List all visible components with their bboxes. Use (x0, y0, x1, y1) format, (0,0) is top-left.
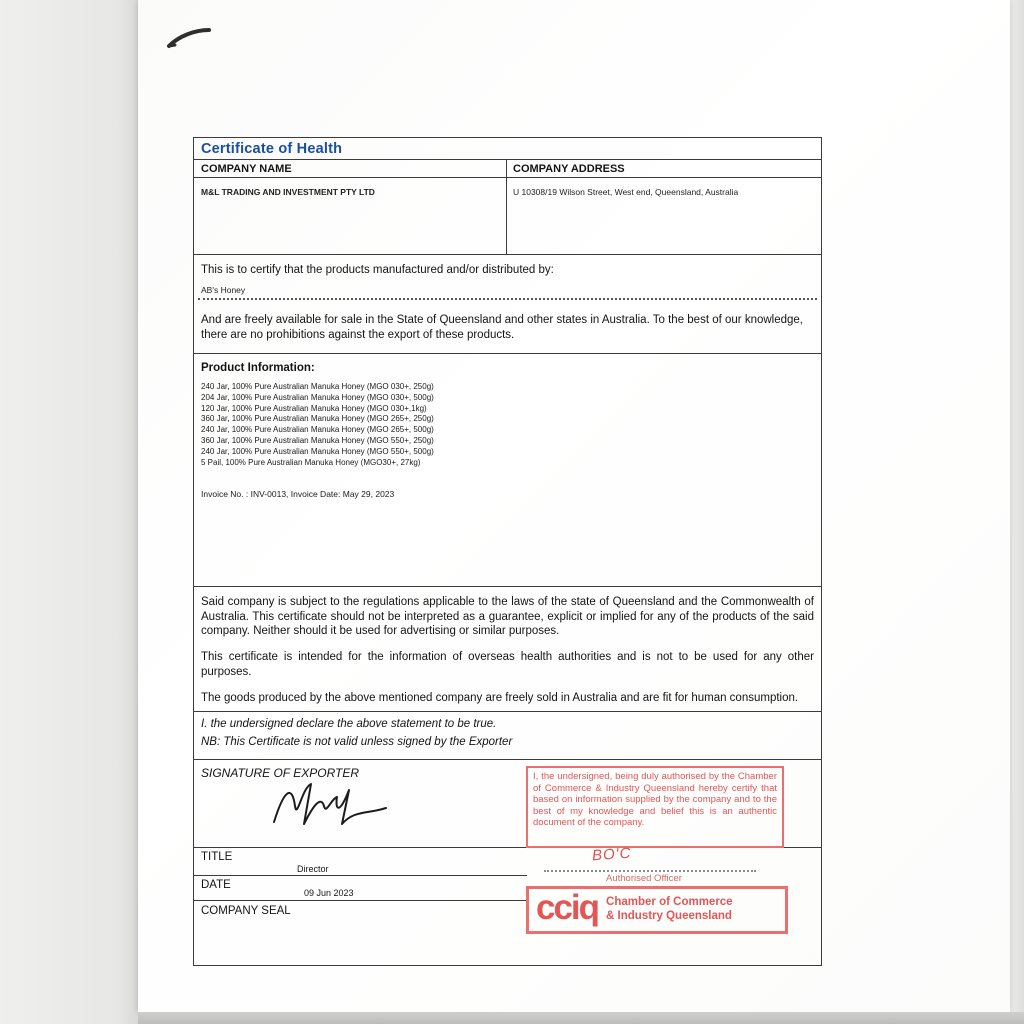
product-item: 5 Pail, 100% Pure Australian Manuka Honey (MGO30+, 27kg) (201, 457, 421, 467)
product-item: 204 Jar, 100% Pure Australian Manuka Honey (MGO 030+, 500g) (201, 392, 434, 402)
legal-row (194, 586, 821, 711)
title-row (194, 138, 821, 159)
legal-paragraph-1: Said company is subject to the regulations applicable to the laws of the state of Queensland and the Commonwealth of Australia. This certificate should not be interpreted as a guarantee, explicit or implied for any of the products of the said company. Neither should it be used for advertising or similar purposes. (201, 596, 814, 638)
legal-paragraph-2: This certificate is intended for the information of overseas health authorities and is not to be used for any other purposes. (201, 651, 814, 678)
product-item: 240 Jar, 100% Pure Australian Manuka Honey (MGO 030+, 250g) (201, 382, 434, 391)
header-underline (194, 177, 821, 178)
date-rule (194, 875, 527, 876)
company-address-value: U 10308/19 Wilson Street, West end, Queensland, Australia (513, 187, 739, 197)
certify-row (194, 254, 821, 353)
company-address-label: COMPANY ADDRESS (513, 163, 625, 175)
scan-bottom-edge (138, 1012, 1024, 1024)
fill-in-dotted-line (198, 298, 817, 300)
company-name-label: COMPANY NAME (201, 163, 292, 175)
cciq-caption-line-2: & Industry Queensland (606, 910, 732, 922)
invoice-line: Invoice No. : INV-0013, Invoice Date: May 29, 2023 (201, 489, 395, 499)
cciq-logo-text: cciq (536, 888, 599, 928)
cciq-caption-line-1: Chamber of Commerce (606, 896, 733, 909)
chamber-stamp: I, the undersigned, being duly authorised by the Chamber of Commerce & Industry Queensland hereby certify that based on information supplied by the company and to the best of my knowledge and belief this is an authentic document of the company. (526, 766, 784, 848)
cciq-seal (526, 886, 788, 934)
product-item: 240 Jar, 100% Pure Australian Manuka Honey (MGO 265+, 500g) (201, 425, 434, 435)
signature-block (194, 759, 821, 965)
company-row (194, 159, 821, 254)
authorised-officer-label: Authorised Officer (606, 873, 682, 884)
authorised-officer-signature: BO'C (591, 844, 632, 865)
title-label: TITLE (201, 851, 233, 863)
legal-paragraph-3: The goods produced by the above mentioned company are freely sold in Australia and are fit for human consumption. (201, 691, 799, 704)
availability-text: And are freely available for sale in the State of Queensland and other states in Australia. To the best of our knowledge, there are no prohibitions against the export of these products. (201, 314, 803, 342)
certificate (193, 137, 822, 966)
product-info-row (194, 353, 821, 586)
product-info-heading: Product Information: (201, 362, 315, 374)
column-divider (506, 160, 507, 254)
title-value: Director (297, 864, 329, 874)
product-list (201, 382, 434, 468)
seal-rule (194, 900, 527, 901)
product-item: 240 Jar, 100% Pure Australian Manuka Honey (MGO 550+, 500g) (201, 446, 434, 456)
company-name-value: M&L TRADING AND INVESTMENT PTY LTD (201, 187, 375, 197)
product-item: 360 Jar, 100% Pure Australian Manuka Honey (MGO 550+, 250g) (201, 435, 434, 445)
product-item: 360 Jar, 100% Pure Australian Manuka Honey (MGO 265+, 250g) (201, 414, 434, 424)
signature-of-exporter-label: SIGNATURE OF EXPORTER (201, 766, 360, 780)
declaration-row (194, 711, 821, 759)
declaration-line-1: I. the undersigned declare the above statement to be true. (201, 718, 497, 730)
company-seal-label: COMPANY SEAL (201, 905, 291, 917)
exporter-signature (266, 772, 398, 834)
product-item: 120 Jar, 100% Pure Australian Manuka Honey (MGO 030+,1kg) (201, 403, 427, 413)
date-label: DATE (201, 879, 231, 891)
certify-intro-text: This is to certify that the products manufactured and/or distributed by: (201, 264, 554, 276)
date-value: 09 Jun 2023 (304, 888, 354, 898)
scan-right-edge (1010, 0, 1024, 1012)
pen-mark (165, 22, 217, 52)
officer-signature-line (544, 870, 756, 872)
producer-name: AB's Honey (201, 285, 246, 295)
page-title: Certificate of Health (201, 141, 343, 157)
cciq-caption (606, 896, 733, 924)
declaration-line-2: NB: This Certificate is not valid unless signed by the Exporter (201, 736, 513, 748)
scan-left-margin (0, 0, 138, 1024)
